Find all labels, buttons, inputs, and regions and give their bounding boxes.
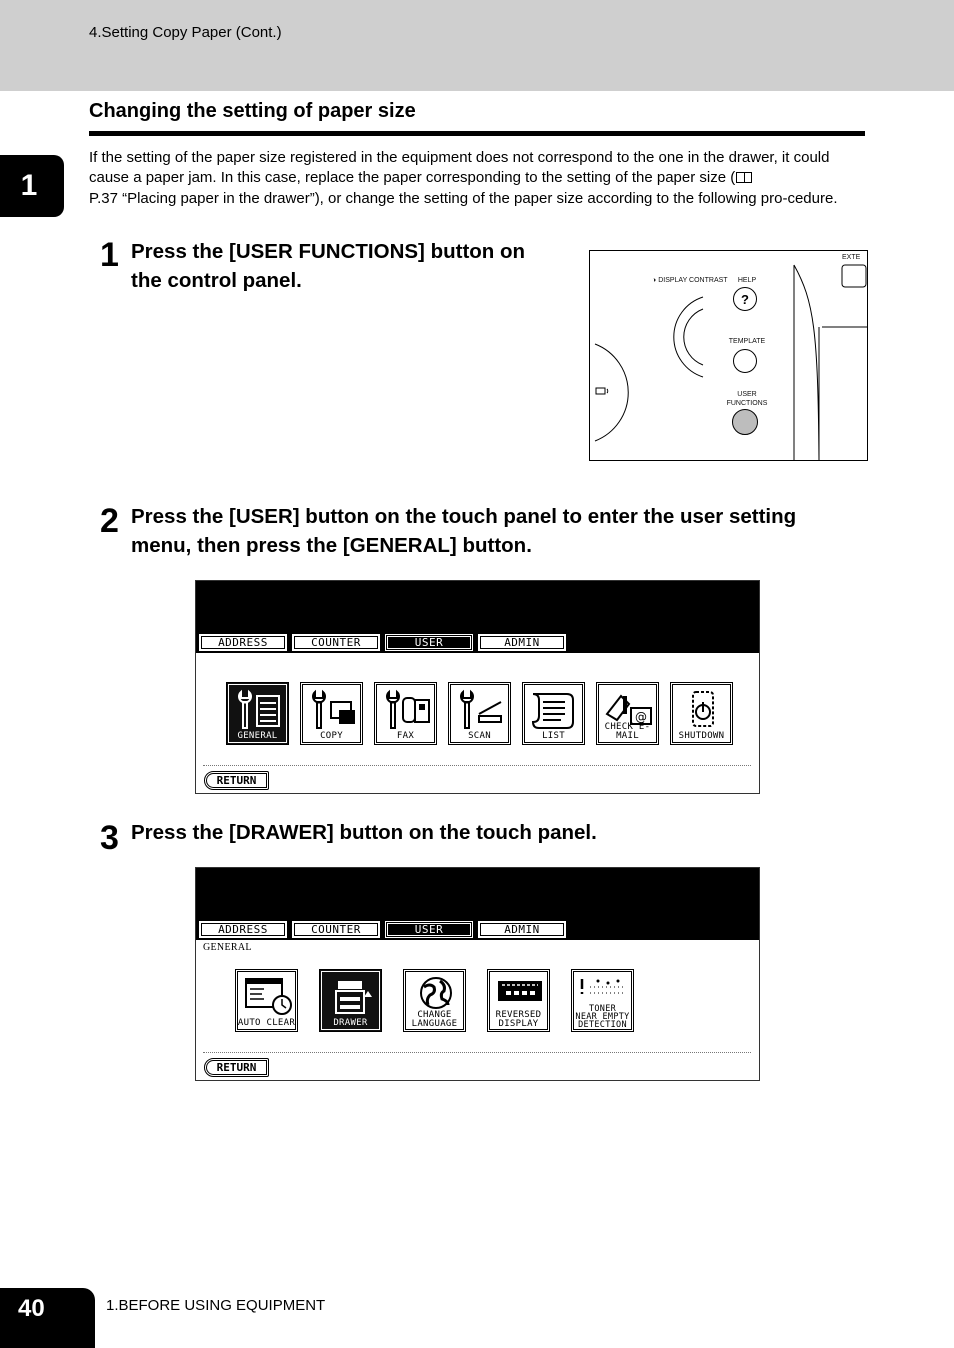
tab-counter[interactable]: COUNTER — [292, 634, 380, 651]
scan-label: SCAN — [468, 731, 491, 741]
tab-address[interactable]: ADDRESS — [199, 634, 287, 651]
change-language-label — [404, 1011, 465, 1029]
wrench-copy-icon — [307, 688, 359, 730]
touch-panel-general-menu — [195, 867, 760, 1081]
wrench-document-icon — [233, 688, 285, 730]
running-header: 4.Setting Copy Paper (Cont.) — [89, 24, 282, 41]
step-3-number: 3 — [100, 819, 119, 857]
toner-label-line1: TONER — [588, 1004, 617, 1014]
reversed-display-label-line1: REVERSED — [495, 1010, 542, 1020]
help-button[interactable]: ? — [733, 287, 757, 311]
auto-clear-label: AUTO CLEAR — [237, 1018, 296, 1028]
chapter-tab: 1 — [0, 155, 64, 217]
drawer-copier-icon — [326, 975, 378, 1017]
wrench-scan-icon — [455, 688, 507, 730]
tab-address[interactable]: ADDRESS — [199, 921, 287, 938]
return-button[interactable]: RETURN — [204, 1058, 269, 1077]
user-functions-label-line1: USER — [737, 391, 757, 398]
copy-label: COPY — [320, 731, 343, 741]
check-email-label: CHECK E-MAIL — [604, 722, 651, 741]
svg-text:@: @ — [635, 710, 647, 724]
user-functions-button[interactable] — [732, 409, 758, 435]
list-scroll-icon — [529, 688, 581, 730]
tab-admin[interactable]: ADMIN — [478, 634, 566, 651]
title-rule — [89, 131, 865, 136]
tab-admin[interactable]: ADMIN — [478, 921, 566, 938]
reversed-display-button[interactable] — [487, 969, 550, 1032]
step-3-text — [131, 818, 597, 847]
screen2-divider — [203, 1052, 751, 1053]
step-1-text — [131, 237, 525, 295]
shutdown-icon — [677, 688, 729, 730]
book-reference-icon — [736, 172, 752, 183]
step-2-line2: menu, then press the [GENERAL] button. — [131, 534, 532, 557]
shutdown-label: SHUTDOWN — [678, 731, 725, 741]
screen2-tabs — [199, 921, 566, 938]
intro-text-part2: P.37 “Placing paper in the drawer”), or change the setting of the paper size according to the following pro-cedure. — [89, 189, 838, 207]
section-title: Changing the setting of paper size — [89, 100, 416, 122]
return-button[interactable]: RETURN — [204, 771, 269, 790]
intro-paragraph — [89, 148, 865, 209]
drawer-label: DRAWER — [333, 1018, 368, 1028]
power-icon — [596, 388, 608, 394]
template-button[interactable] — [733, 349, 757, 373]
display-contrast-label: ◑ DISPLAY CONTRAST — [652, 277, 728, 284]
intro-text-part1: If the setting of the paper size registered in the equipment does not correspond to the one in the drawer, it could cause a paper jam. In this case, replace the paper corresponding to the setting of the paper size ( — [89, 149, 830, 187]
screen1-tabs — [199, 634, 566, 651]
step-2-line1: Press the [USER] button on the touch panel to enter the user setting — [131, 505, 797, 528]
reversed-display-label-line2: DISPLAY — [498, 1019, 539, 1029]
reversed-display-label — [488, 1011, 549, 1029]
fax-button[interactable] — [374, 682, 437, 745]
screen1-divider — [203, 765, 751, 766]
step-2-text — [131, 502, 796, 560]
screen2-icon-row — [235, 969, 634, 1032]
copy-button[interactable] — [300, 682, 363, 745]
scan-button[interactable] — [448, 682, 511, 745]
template-label: TEMPLATE — [728, 338, 766, 345]
breadcrumb: GENERAL — [203, 942, 252, 953]
user-functions-label-line2: FUNCTIONS — [726, 400, 768, 407]
screen1-icon-row — [226, 682, 733, 745]
check-email-button[interactable] — [596, 682, 659, 745]
step-3-line1: Press the [DRAWER] button on the touch panel. — [131, 821, 597, 844]
toner-near-empty-detection-button[interactable] — [571, 969, 634, 1032]
step-1-line1: Press the [USER FUNCTIONS] button on — [131, 240, 526, 263]
control-panel-drawing — [590, 251, 868, 461]
tab-user[interactable]: USER — [385, 921, 473, 938]
wrench-fax-icon — [381, 688, 433, 730]
step-2-number: 2 — [100, 502, 119, 540]
user-functions-label — [722, 390, 772, 408]
shutdown-button[interactable] — [670, 682, 733, 745]
change-language-label-line1: CHANGE — [417, 1010, 452, 1020]
change-language-button[interactable] — [403, 969, 466, 1032]
header-band — [0, 0, 954, 91]
page-number: 40 — [0, 1288, 95, 1348]
step-1-number: 1 — [100, 236, 119, 274]
drawer-button[interactable] — [319, 969, 382, 1032]
help-label: HELP — [737, 277, 757, 284]
general-button[interactable] — [226, 682, 289, 745]
display-contrast-text: DISPLAY CONTRAST — [658, 277, 728, 284]
auto-clear-button[interactable] — [235, 969, 298, 1032]
tab-counter[interactable]: COUNTER — [292, 921, 380, 938]
change-language-label-line2: LANGUAGE — [411, 1019, 458, 1029]
toner-label-line3: DETECTION — [578, 1020, 627, 1030]
list-button[interactable] — [522, 682, 585, 745]
auto-clear-icon — [242, 975, 294, 1017]
footer-chapter-title: 1.BEFORE USING EQUIPMENT — [106, 1297, 326, 1314]
exit-label: EXTE — [842, 254, 861, 261]
toner-near-empty-detection-label — [572, 1005, 633, 1029]
control-panel-illustration — [589, 250, 868, 461]
list-label: LIST — [542, 731, 565, 741]
step-1-line2: the control panel. — [131, 269, 302, 292]
general-label: GENERAL — [237, 731, 278, 741]
touch-panel-user-menu — [195, 580, 760, 794]
tab-user[interactable]: USER — [385, 634, 473, 651]
fax-label: FAX — [396, 731, 415, 741]
toner-label-line2: NEAR EMPTY — [575, 1012, 630, 1022]
